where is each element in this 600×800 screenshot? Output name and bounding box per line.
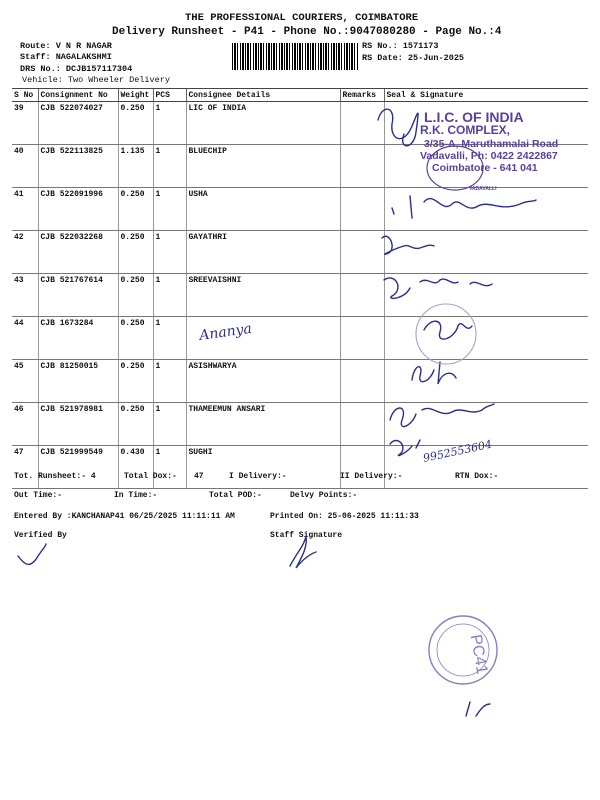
stamp-line5: Coimbatore - 641 041 xyxy=(432,162,538,174)
cell-sno: 43 xyxy=(12,274,38,317)
barcode xyxy=(232,43,358,70)
cell-remarks xyxy=(340,446,384,489)
cell-remarks xyxy=(340,360,384,403)
pc-stamp xyxy=(429,616,497,684)
round-seal-text: VADAVALLI xyxy=(469,186,497,192)
cell-weight: 0.250 xyxy=(118,403,153,446)
cell-sno: 46 xyxy=(12,403,38,446)
cell-weight: 0.430 xyxy=(118,446,153,489)
stamp-line4: Vadavalli, Ph: 0422 2422867 xyxy=(420,150,558,162)
tot-runsheet: Tot. Runsheet:- 4 xyxy=(14,472,96,481)
cell-consignment: CJB 521767614 xyxy=(38,274,118,317)
rs-date: RS Date: 25-Jun-2025 xyxy=(362,53,465,63)
cell-consignment: CJB 81250015 xyxy=(38,360,118,403)
cell-remarks xyxy=(340,231,384,274)
rs-number: RS No.: 1571173 xyxy=(362,41,439,51)
cell-consignee: LIC OF INDIA xyxy=(186,102,340,145)
ii-delivery: II Delivery:- xyxy=(340,472,403,481)
cell-consignment: CJB 1673284 xyxy=(38,317,118,360)
cell-seal xyxy=(384,188,588,231)
col-header-pcs: PCS xyxy=(153,89,186,102)
cell-seal xyxy=(384,145,588,188)
cell-consignment: CJB 522113825 xyxy=(38,145,118,188)
staff-signature: Staff Signature xyxy=(270,531,343,540)
row47-phone: 9952553604 xyxy=(421,437,494,465)
cell-weight: 1.135 xyxy=(118,145,153,188)
runsheet-table xyxy=(12,88,588,489)
entered-by: Entered By :KANCHANAP41 06/25/2025 11:11:11 AM xyxy=(14,512,235,521)
col-header-consignee: Consignee Details xyxy=(186,89,340,102)
cell-pcs: 1 xyxy=(153,446,186,489)
col-header-weight: Weight xyxy=(118,89,153,102)
table-row xyxy=(12,231,588,274)
pc-stamp-circle xyxy=(429,616,497,684)
stamp-line1: L.I.C. OF INDIA xyxy=(424,109,524,125)
cell-seal xyxy=(384,274,588,317)
cell-consignee: USHA xyxy=(186,188,340,231)
cell-seal xyxy=(384,403,588,446)
cell-pcs: 1 xyxy=(153,360,186,403)
cell-sno: 41 xyxy=(12,188,38,231)
col-header-seal: Seal & Signature xyxy=(384,89,588,102)
cell-consignment: CJB 522091996 xyxy=(38,188,118,231)
cell-remarks xyxy=(340,102,384,145)
cell-pcs: 1 xyxy=(153,403,186,446)
verified-by-mark xyxy=(18,544,46,564)
verified-by: Verified By xyxy=(14,531,67,540)
table-row xyxy=(12,446,588,489)
cell-remarks xyxy=(340,188,384,231)
table-row xyxy=(12,403,588,446)
cell-consignment: CJB 522074027 xyxy=(38,102,118,145)
staff-signature-mark xyxy=(290,536,316,568)
table-row xyxy=(12,102,588,145)
cell-remarks xyxy=(340,274,384,317)
cell-seal xyxy=(384,231,588,274)
cell-seal xyxy=(384,102,588,145)
table-row xyxy=(12,274,588,317)
cell-remarks xyxy=(340,403,384,446)
cell-weight: 0.250 xyxy=(118,231,153,274)
cell-consignee: ASISHWARYA xyxy=(186,360,340,403)
cell-seal xyxy=(384,446,588,489)
in-time: In Time:- xyxy=(114,491,158,500)
cell-consignment: CJB 521978981 xyxy=(38,403,118,446)
table-header-row xyxy=(12,89,588,102)
stamp-line2: R.K. COMPLEX, xyxy=(420,123,511,137)
total-dox-label: Total Dox:- xyxy=(124,472,177,481)
bottom-signature-mark xyxy=(466,702,490,716)
cell-sno: 39 xyxy=(12,102,38,145)
cell-consignment: CJB 522032268 xyxy=(38,231,118,274)
delvy-points: Delvy Points:- xyxy=(290,491,358,500)
total-dox-value: 47 xyxy=(194,472,204,481)
cell-remarks xyxy=(340,317,384,360)
table-row xyxy=(12,360,588,403)
cell-sno: 44 xyxy=(12,317,38,360)
cell-seal xyxy=(384,317,588,360)
cell-consignee: BLUECHIP xyxy=(186,145,340,188)
cell-weight: 0.250 xyxy=(118,317,153,360)
cell-sno: 42 xyxy=(12,231,38,274)
drs-number: DRS No.: DCJB157117304 xyxy=(20,64,133,74)
cell-consignee: THAMEEMUN ANSARI xyxy=(186,403,340,446)
total-pod: Total POD:- xyxy=(209,491,262,500)
route-label: Route: V N R NAGAR xyxy=(20,41,112,51)
cell-pcs: 1 xyxy=(153,102,186,145)
stamp-line3: 3/35-A, Maruthamalai Road xyxy=(424,138,559,150)
page-title: THE PROFESSIONAL COURIERS, COIMBATORE xyxy=(185,12,419,24)
cell-weight: 0.250 xyxy=(118,102,153,145)
cell-weight: 0.250 xyxy=(118,188,153,231)
cell-consignee xyxy=(186,317,340,360)
cell-pcs: 1 xyxy=(153,317,186,360)
runsheet-subtitle: Delivery Runsheet - P41 - Phone No.:9047080280 - Page No.:4 xyxy=(112,26,502,38)
cell-sno: 45 xyxy=(12,360,38,403)
printed-on: Printed On: 25-06-2025 11:11:33 xyxy=(270,512,419,521)
i-delivery: I Delivery:- xyxy=(229,472,287,481)
col-header-sno: S No xyxy=(12,89,38,102)
pc-stamp-text: PC41 xyxy=(466,633,491,676)
cell-remarks xyxy=(340,145,384,188)
cell-consignee: GAYATHRI xyxy=(186,231,340,274)
staff-label: Staff: NAGALAKSHMI xyxy=(20,52,112,62)
vehicle-label: Vehicle: Two Wheeler Delivery xyxy=(22,75,170,85)
cell-pcs: 1 xyxy=(153,188,186,231)
cell-weight: 0.250 xyxy=(118,274,153,317)
rtn-dox: RTN Dox:- xyxy=(455,472,499,481)
cell-consignee: SREEVAISHNI xyxy=(186,274,340,317)
col-header-remarks: Remarks xyxy=(340,89,384,102)
out-time: Out Time:- xyxy=(14,491,63,500)
cell-consignment: CJB 521999549 xyxy=(38,446,118,489)
col-header-consignment: Consignment No xyxy=(38,89,118,102)
cell-weight: 0.250 xyxy=(118,360,153,403)
cell-pcs: 1 xyxy=(153,274,186,317)
row44-handwriting: Ananya xyxy=(198,320,253,344)
cell-sno: 40 xyxy=(12,145,38,188)
table-row xyxy=(12,317,588,360)
cell-seal xyxy=(384,360,588,403)
cell-pcs: 1 xyxy=(153,145,186,188)
cell-sno: 47 xyxy=(12,446,38,489)
cell-pcs: 1 xyxy=(153,231,186,274)
table-row xyxy=(12,188,588,231)
cell-consignee: SUGHI xyxy=(186,446,340,489)
table-row xyxy=(12,145,588,188)
